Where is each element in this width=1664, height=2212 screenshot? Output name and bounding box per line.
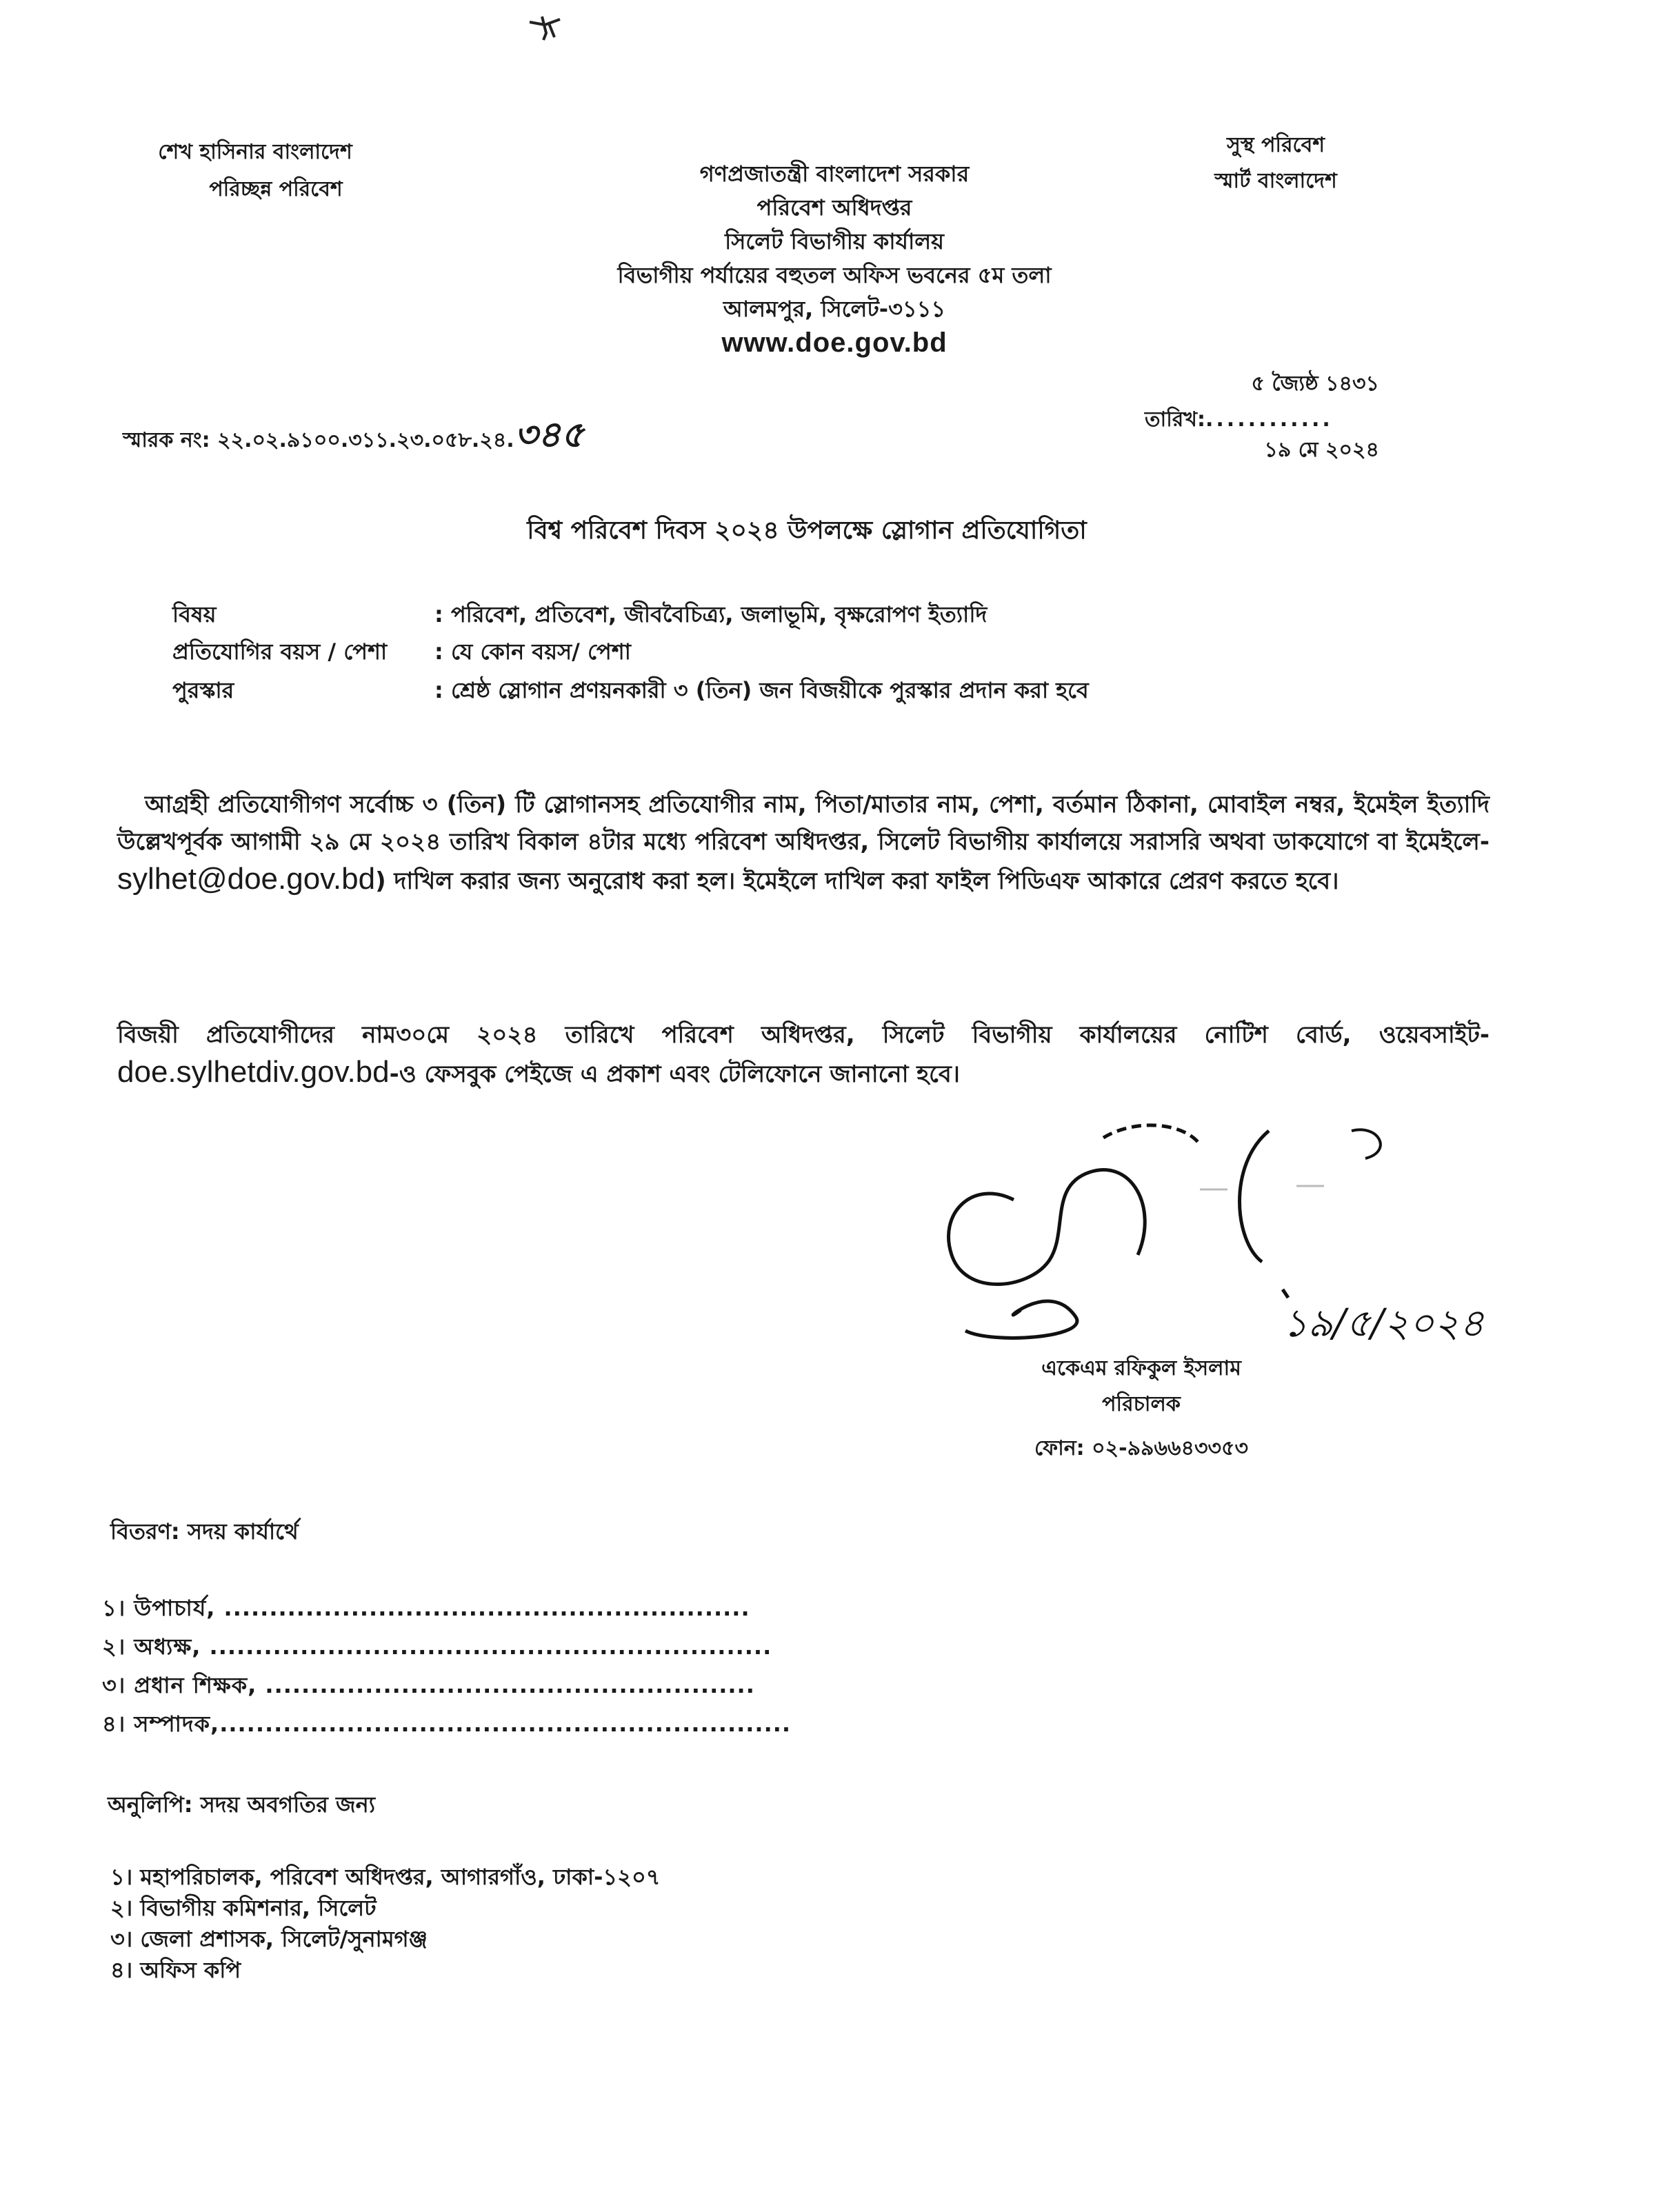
distribution-item: ৪। সম্পাদক,............................................................... [102, 1711, 792, 1737]
date-label: তারিখ: [1145, 408, 1205, 432]
paragraph-submission-text-2: ) দাখিল করার জন্য অনুরোধ করা হল। ইমেইলে দাখিল করা ফাইল পিডিএফ আকারে প্রেরণ করতে হবে। [375, 867, 1339, 895]
date-bangla: ৫ জ্যৈষ্ঠ ১৪৩১ [1251, 372, 1379, 396]
copies-item: ২। বিভাগীয় কমিশনার, সিলেট [110, 1895, 377, 1921]
date-dots: ............ [1205, 408, 1333, 432]
detail-row-prize [172, 673, 1089, 710]
detail-value: : পরিবেশ, প্রতিবেশ, জীববৈচিত্র্য, জলাভূমি, বৃক্ষরোপণ ইত্যাদি [434, 601, 988, 627]
left-slogan-line-1: শেখ হাসিনার বাংলাদেশ [158, 140, 352, 164]
signatory-name: একেএম রফিকুল ইসলাম [1041, 1356, 1241, 1380]
notice-title: বিশ্ব পরিবেশ দিবস ২০২৪ উপলক্ষে স্লোগান প্রতিযোগিতা [527, 516, 1087, 545]
detail-value: : যে কোন বয়স/ পেশা [434, 639, 631, 665]
letterhead-line-3: সিলেট বিভাগীয় কার্যালয় [725, 228, 944, 254]
memo-reference-number: ৩৪৫ [514, 414, 584, 456]
signatory-designation: পরিচালক [1102, 1392, 1181, 1416]
results-website: doe.sylhetdiv.gov.bd [117, 1055, 390, 1089]
detail-label: বিষয় [172, 601, 217, 627]
letterhead-line-1: গণপ্রজাতন্ত্রী বাংলাদেশ সরকার [699, 161, 970, 187]
submission-email: sylhet@doe.gov.bd [117, 862, 376, 896]
distribution-item: ৩। প্রধান শিক্ষক, ...................................................... [102, 1672, 755, 1698]
copies-list [110, 1862, 661, 1986]
right-slogan-line-2: স্মার্ট বাংলাদেশ [1214, 169, 1337, 193]
detail-label: প্রতিযোগির বয়স / পেশা [172, 639, 388, 665]
memo-reference-label: স্মারক নং: ২২.০২.৯১০০.৩১১.২৩.০৫৮.২৪. [123, 428, 514, 452]
paragraph-results-text-2: -ও ফেসবুক পেইজে এ প্রকাশ এবং টেলিফোনে জানানো হবে। [389, 1060, 960, 1088]
distribution-list [102, 1589, 791, 1743]
scan-mark [524, 10, 565, 44]
right-slogan-line-1: সুস্থ পরিবেশ [1226, 133, 1325, 157]
detail-row-eligibility [172, 634, 631, 672]
copies-item: ১। মহাপরিচালক, পরিবেশ অধিদপ্তর, আগারগাঁও, ঢাকা-১২০৭ [110, 1864, 661, 1890]
letterhead [386, 157, 1283, 360]
paragraph-submission [117, 786, 1490, 900]
letterhead-line-2: পরিবেশ অধিদপ্তর [756, 194, 912, 221]
paragraph-results-text-1: বিজয়ী প্রতিযোগীদের নাম৩০মে ২০২৪ তারিখে পরিবেশ অধিদপ্তর, সিলেট বিভাগীয় কার্যালয়ের নোটিশ বোর্ড, ওয়েবসাইট- [117, 1021, 1490, 1049]
letterhead-line-5: আলমপুর, সিলেট-৩১১১ [723, 296, 946, 322]
signatory-phone: ফোন: ০২-৯৯৬৬৪৩৩৫৩ [1034, 1436, 1248, 1460]
distribution-heading: বিতরণ: সদয় কার্যার্থে [110, 1518, 299, 1545]
distribution-item: ২। অধ্যক্ষ, .............................................................. [102, 1633, 772, 1660]
detail-value: : শ্রেষ্ঠ স্লোগান প্রণয়নকারী ৩ (তিন) জন বিজয়ীকে পুরস্কার প্রদান করা হবে [434, 677, 1089, 703]
paragraph-results [117, 1016, 1490, 1093]
paragraph-submission-text-1: আগ্রহী প্রতিযোগীগণ সর্বোচ্চ ৩ (তিন) টি স্লোগানসহ প্রতিযোগীর নাম, পিতা/মাতার নাম, পেশা, বর্তমান ঠিকানা, মোবাইল নম্বর, ইমেইল ইত্যাদি উল্লেখপূর্বক আগামী ২৯ মে ২০২৪ তারিখ বিকাল ৪টার মধ্যে পরিবেশ অধিদপ্তর, সিলেট বিভাগীয় কার্যালয়ে সরাসরি অথবা ডাকযোগে বা ইমেইলে- [117, 791, 1490, 856]
copies-heading: অনুলিপি: সদয় অবগতির জন্য [108, 1791, 375, 1818]
detail-label: পুরস্কার [172, 677, 234, 703]
website: www.doe.gov.bd [721, 328, 948, 358]
distribution-item: ১। উপাচার্য, .......................................................... [102, 1595, 750, 1621]
detail-row-subject [172, 597, 987, 634]
letterhead-line-4: বিভাগীয় পর্যায়ের বহুতল অফিস ভবনের ৫ম তলা [617, 262, 1052, 288]
left-slogan-line-2: পরিচ্ছন্ন পরিবেশ [209, 177, 343, 201]
copies-item: ৪। অফিস কপি [110, 1957, 241, 1983]
copies-item: ৩। জেলা প্রশাসক, সিলেট/সুনামগঞ্জ [110, 1926, 428, 1952]
date-english: ১৯ মে ২০২৪ [1264, 438, 1379, 462]
signed-date: ১৯/৫/২০২৪ [1283, 1301, 1485, 1346]
memo-reference [123, 407, 584, 467]
